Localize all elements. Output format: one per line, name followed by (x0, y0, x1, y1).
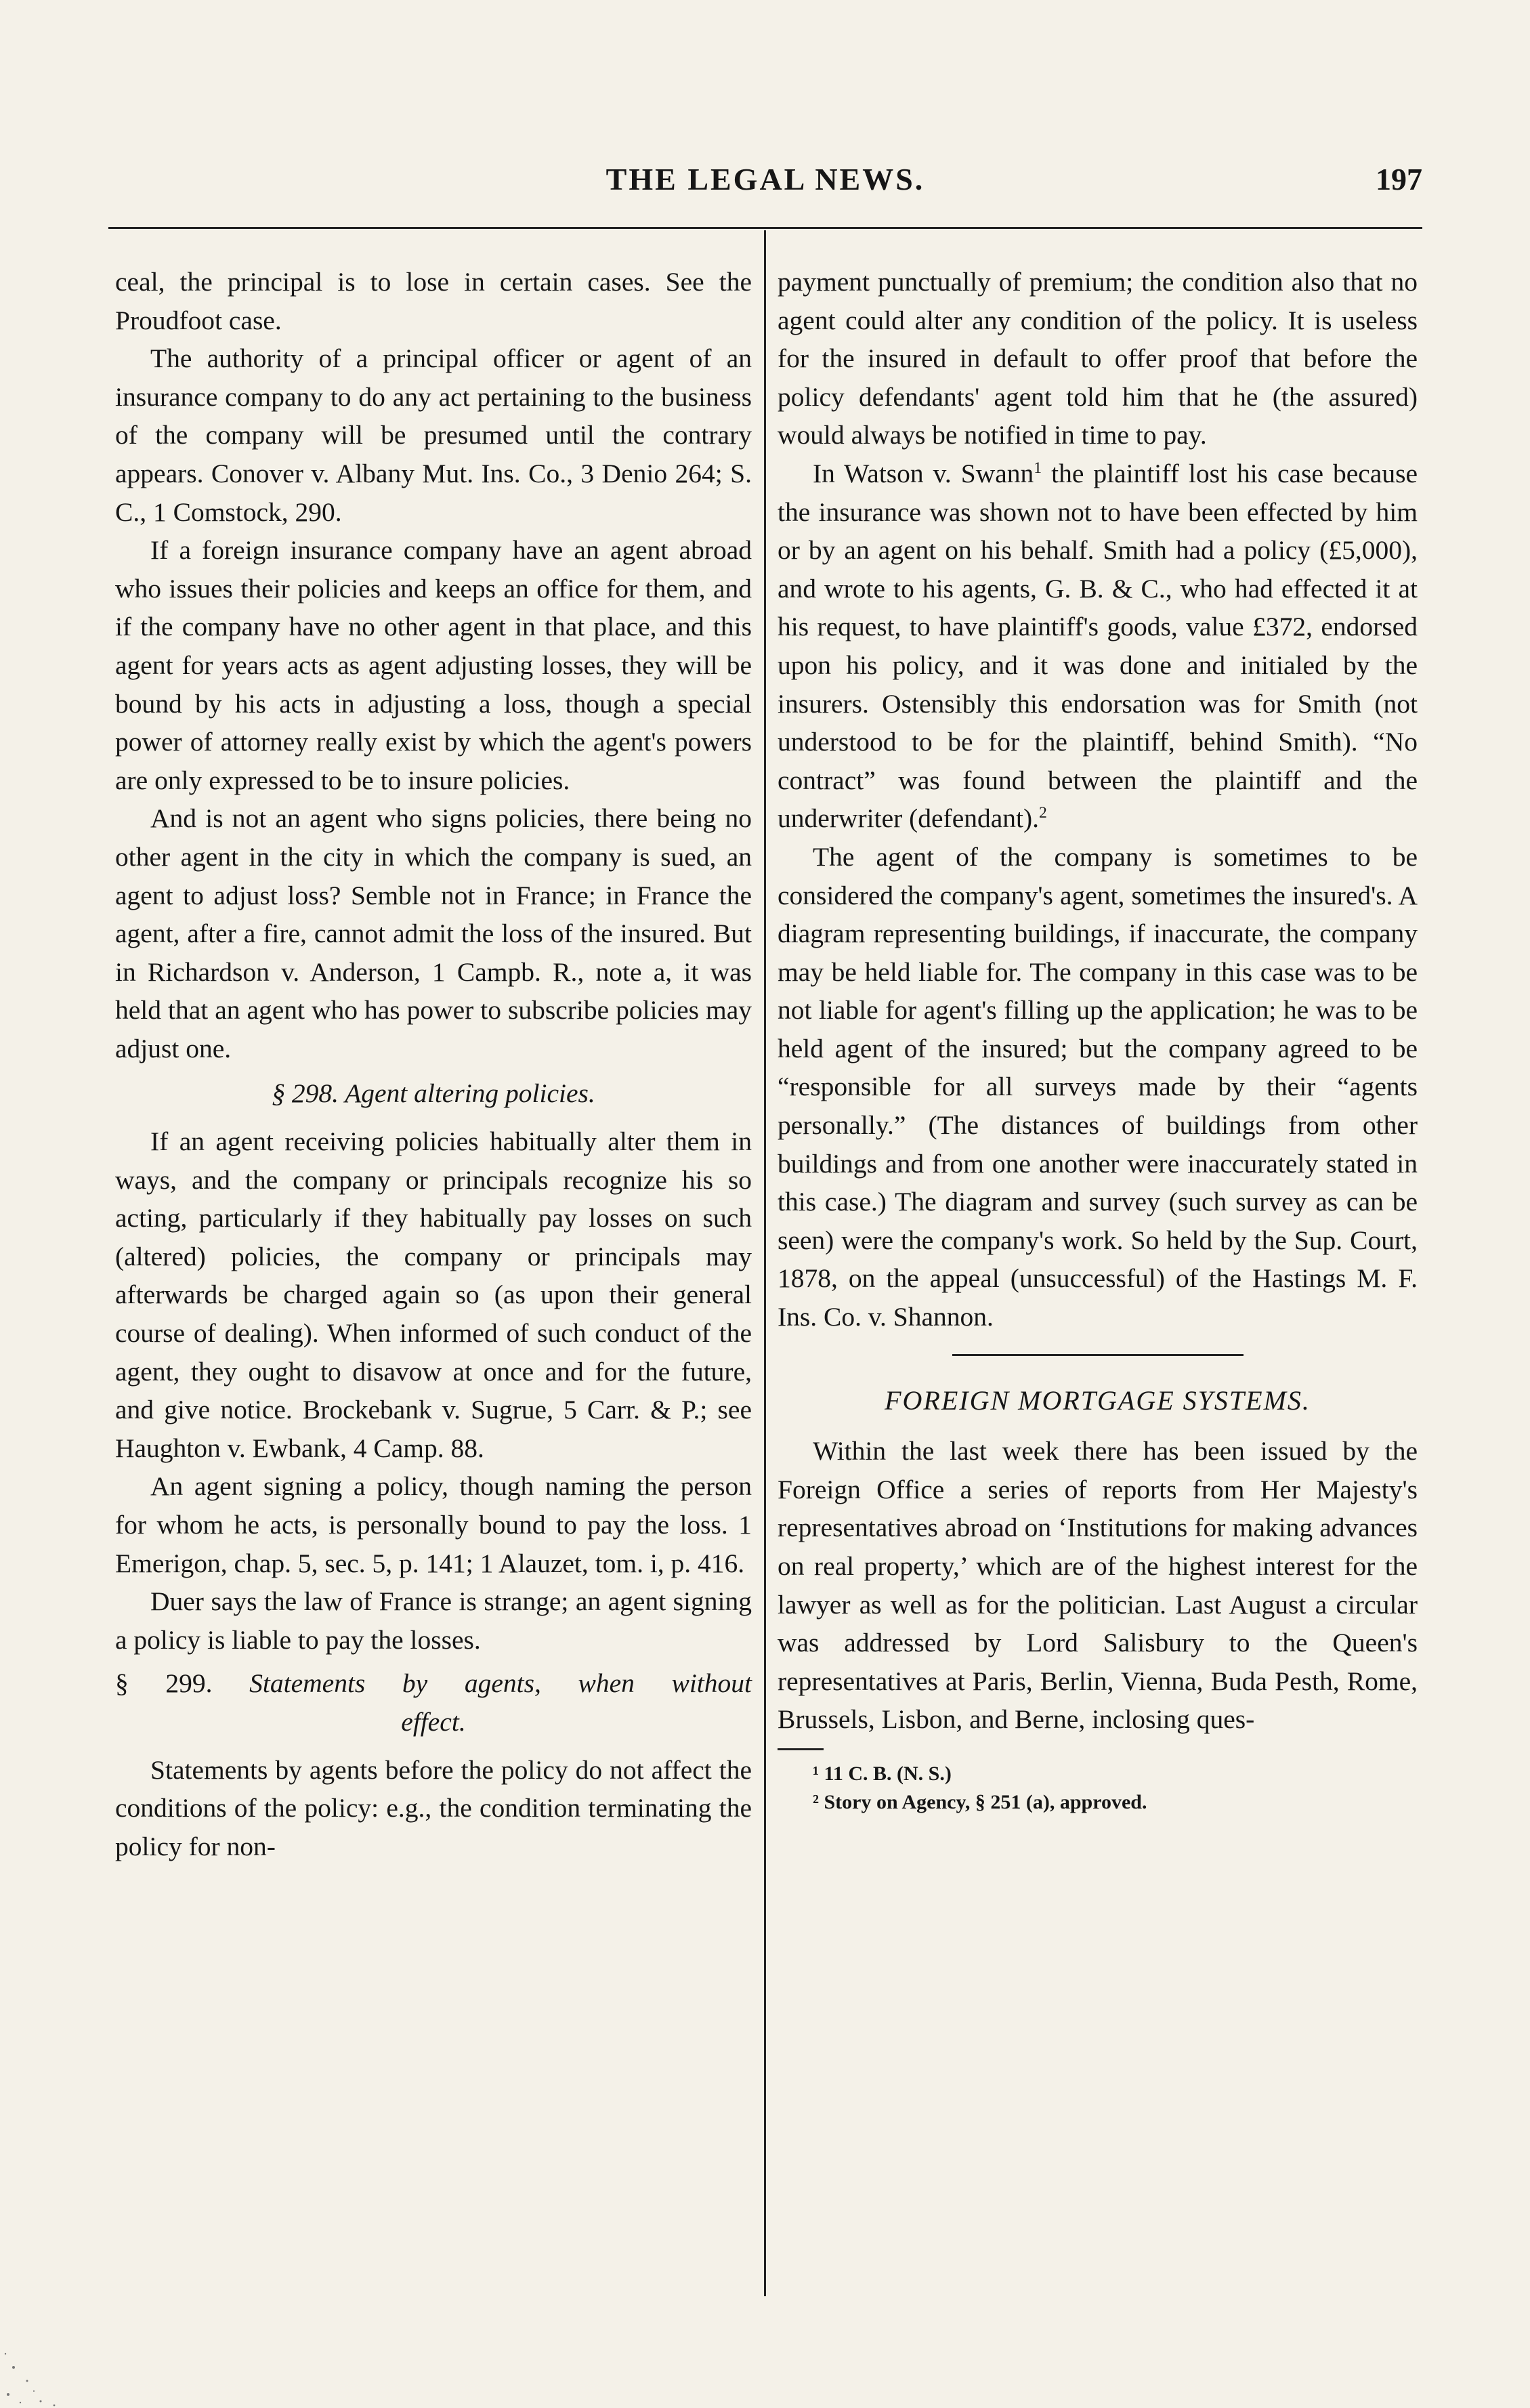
section-heading-299 (115, 1664, 752, 1703)
left-column (115, 263, 752, 1865)
section-heading-298: § 298. Agent altering policies. (272, 1078, 595, 1109)
paragraph: If a foreign insurance company have an agent abroad who issues their policies and keeps an office for them, and if the company have no other agent in that place, and this agent for years acts as agent adjusting losses, they will be bound by his acts in adjusting a loss, though a special power of attorney really exist by which the agent's powers are only expressed to be to insure policies. (115, 535, 752, 795)
paragraph: ceal, the principal is to lose in certain cases. See the Proudfoot case. (115, 267, 752, 335)
text-run: the plaintiff lost his case because the insurance was shown not to have been effected by him or by an agent on his behalf. Smith had a policy (£5,000), and wrote to his agents, G. B. & C., who had effected it at his request, to have plaintiff's goods, value £372, endorsed upon his policy, and it was done and initialed by the insurers. Ostensibly this endorsation was for Smith (not understood to be for the plaintiff, behind Smith). “No contract” was found between the plaintiff and the underwriter (defendant). (778, 458, 1418, 834)
paragraph: An agent signing a policy, though naming the person for whom he acts, is personally bound to pay the loss. 1 Emerigon, chap. 5, sec. 5, p. 141; 1 Alauzet, tom. i, p. 416. (115, 1471, 752, 1578)
section-title-continued: effect. (401, 1706, 466, 1737)
paragraph: Within the last week there has been issued by the Foreign Office a series of reports from Her Majesty's representatives abroad on ‘Institutions for making advances on real property,’ which are of the highest interest for the lawyer as well as for the politician. Last August a circular was addressed by Lord Salisbury to the Queen's representatives at Paris, Berlin, Vienna, Buda Pesth, Rome, Brussels, Lisbon, and Berne, inclosing ques- (778, 1436, 1418, 1735)
paragraph: The authority of a principal officer or agent of an insurance company to do any act pertaining to the business of the company will be presumed until the contrary appears. Conover v. Albany Mut. Ins. Co., 3 Denio 264; S. C., 1 Comstock, 290. (115, 343, 752, 527)
column-divider (764, 230, 766, 2296)
running-header (108, 161, 1422, 209)
section-title: Statements by agents, when without (249, 1668, 752, 1699)
paragraph: The agent of the company is sometimes to be considered the company's agent, sometimes the insured's. A diagram representing buildings, if inaccurate, the company may be held liable for. The company in this case was to be not liable for agent's filling up the application; he was to be held agent of the insured; but the company agreed to be “responsible for all surveys made by their “agents personally.” (The distances of buildings from other buildings and from one another were inaccurately stated in this case.) The diagram and survey (such survey as can be seen) were the company's work. So held by the Sup. Court, 1878, on the appeal (unsuccessful) of the Hastings M. F. Ins. Co. v. Shannon. (778, 841, 1418, 1332)
paragraph: Statements by agents before the policy do not affect the conditions of the policy: e.g., the condition terminating the policy for non- (115, 1754, 752, 1861)
paragraph: payment punctually of premium; the condition also that no agent could alter any condition of the policy. It is useless for the insured in default to offer proof that before the policy defendants' agent told him that he (the assured) would always be notified in time to pay. (778, 267, 1418, 450)
header-rule (108, 227, 1422, 229)
footnote-ref: 1 (1034, 459, 1042, 477)
footnote: ¹ 11 C. B. (N. S.) (813, 1762, 952, 1785)
page-specks (0, 2286, 108, 2408)
footnote-rule (778, 1748, 824, 1750)
section-number: § 299. (115, 1668, 213, 1699)
section-divider (952, 1354, 1244, 1356)
paragraph (778, 455, 1418, 838)
footnote: ² Story on Agency, § 251 (a), approved. (813, 1790, 1147, 1813)
paragraph: If an agent receiving policies habitually alter them in ways, and the company or principals recognize his so acting, particularly if they habitually pay losses on such (altered) policies, the company or principals may afterwards be charged again so (as upon their general course of dealing). When informed of such conduct of the agent, they ought to disavow at once and for the future, and give notice. Brockebank v. Sugrue, 5 Carr. & P.; see Haughton v. Ewbank, 4 Camp. 88. (115, 1126, 752, 1463)
article-headline: FOREIGN MORTGAGE SYSTEMS. (885, 1385, 1311, 1416)
right-column (778, 263, 1418, 1817)
paragraph: And is not an agent who signs policies, there being no other agent in the city in which the company is sued, an agent to adjust loss? Semble not in France; in France the agent, after a fire, cannot admit the loss of the insured. But in Richardson v. Anderson, 1 Campb. R., note a, it was held that an agent who has power to subscribe policies may adjust one. (115, 803, 752, 1063)
paragraph: Duer says the law of France is strange; an agent signing a policy is liable to pay the losses. (115, 1586, 752, 1655)
journal-title: THE LEGAL NEWS. (605, 162, 925, 196)
footnote-ref: 2 (1039, 804, 1047, 822)
text-run: In Watson v. Swann (813, 458, 1034, 488)
page-number: 197 (1376, 162, 1422, 196)
